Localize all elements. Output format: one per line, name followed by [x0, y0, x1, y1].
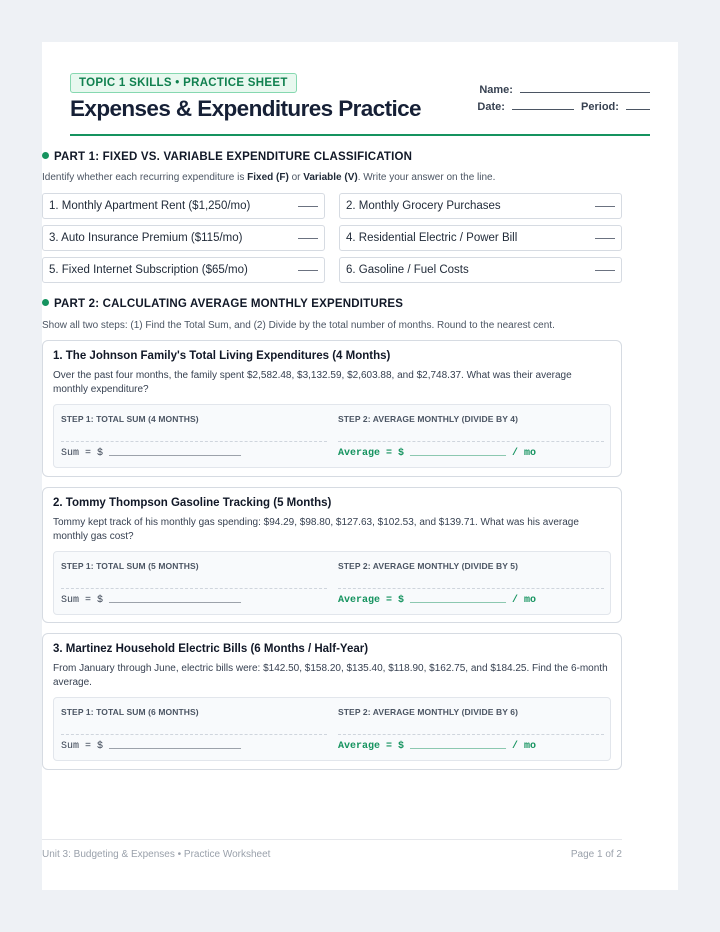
bullet-dot-icon: [42, 152, 49, 159]
footer-unit-label: Unit 3: Budgeting & Expenses • Practice Worksheet: [42, 849, 271, 860]
answer-line[interactable]: [595, 206, 615, 207]
part1-instr-or: or: [288, 172, 304, 183]
work-line[interactable]: [338, 734, 604, 735]
problem-card-1: [42, 340, 622, 477]
date-period-row: [477, 99, 650, 116]
item-label: 3. Auto Insurance Premium ($115/mo): [49, 232, 243, 244]
average-answer-field[interactable]: Average = $ ________________ / mo: [338, 448, 537, 459]
problem-card-2: [42, 487, 622, 623]
step2-label: STEP 2: AVERAGE MONTHLY (DIVIDE BY 4): [338, 414, 519, 424]
average-answer-field[interactable]: Average = $ ________________ / mo: [338, 741, 537, 752]
classification-item: [42, 257, 325, 283]
period-label: Period:: [581, 101, 619, 113]
work-line[interactable]: [338, 588, 604, 589]
date-line[interactable]: [512, 99, 574, 110]
bullet-dot-icon: [42, 299, 49, 306]
work-line[interactable]: [61, 734, 327, 735]
answer-line[interactable]: [595, 238, 615, 239]
name-row: [477, 82, 650, 99]
step2-label: STEP 2: AVERAGE MONTHLY (DIVIDE BY 5): [338, 561, 519, 571]
part2-heading: [42, 298, 403, 310]
answer-line[interactable]: [595, 270, 615, 271]
variable-term: Variable (V): [303, 172, 358, 183]
part2-title: PART 2: CALCULATING AVERAGE MONTHLY EXPENDITURES: [54, 298, 404, 310]
classification-item: [42, 225, 325, 251]
problem-title: 3. Martinez Household Electric Bills (6 Months / Half-Year): [53, 643, 369, 655]
item-label: 1. Monthly Apartment Rent ($1,250/mo): [49, 200, 251, 212]
date-label: Date:: [477, 101, 505, 113]
answer-line[interactable]: [298, 238, 318, 239]
worksheet-page: [42, 42, 678, 890]
topic-badge: TOPIC 1 SKILLS • PRACTICE SHEET: [70, 73, 297, 93]
problem-text: From January through June, electric bills were: $142.50, $158.20, $135.40, $118.90, $162.75, and $184.25. Find the 6-month average.: [53, 663, 608, 688]
answer-line[interactable]: [298, 206, 318, 207]
problem-card-3: [42, 633, 622, 770]
answer-line[interactable]: [298, 270, 318, 271]
sum-answer-field[interactable]: Sum = $ ______________________: [61, 595, 242, 606]
classification-item: [339, 257, 622, 283]
worksheet-header: [70, 42, 650, 136]
item-label: 5. Fixed Internet Subscription ($65/mo): [49, 264, 248, 276]
step1-label: STEP 1: TOTAL SUM (6 MONTHS): [61, 707, 199, 717]
problem-text: Over the past four months, the family spent $2,582.48, $3,132.59, $2,603.88, and $2,748.37. What was their average monthly expenditure?: [53, 370, 572, 395]
average-answer-field[interactable]: Average = $ ________________ / mo: [338, 595, 537, 606]
part1-heading: [42, 151, 412, 163]
item-label: 2. Monthly Grocery Purchases: [346, 200, 501, 212]
step1-label: STEP 1: TOTAL SUM (4 MONTHS): [61, 414, 199, 424]
fixed-term: Fixed (F): [247, 172, 289, 183]
sum-answer-field[interactable]: Sum = $ ______________________: [61, 741, 242, 752]
page-title: Expenses & Expenditures Practice: [70, 96, 421, 121]
sum-answer-field[interactable]: Sum = $ ______________________: [61, 448, 242, 459]
part1-title: PART 1: FIXED VS. VARIABLE EXPENDITURE CLASSIFICATION: [54, 151, 413, 163]
classification-item: [339, 193, 622, 219]
problem-title: 2. Tommy Thompson Gasoline Tracking (5 Months): [53, 497, 332, 509]
part1-instr-pre: Identify whether each recurring expenditure is: [42, 172, 248, 183]
work-area: [53, 697, 611, 761]
item-label: 4. Residential Electric / Power Bill: [346, 232, 518, 244]
work-line[interactable]: [61, 441, 327, 442]
problem-title: 1. The Johnson Family's Total Living Expenditures (4 Months): [53, 350, 391, 362]
page-footer: [42, 839, 622, 860]
work-line[interactable]: [338, 441, 604, 442]
name-label: Name:: [479, 84, 513, 96]
classification-item: [339, 225, 622, 251]
name-line[interactable]: [520, 82, 650, 93]
student-info: [477, 82, 650, 116]
part1-instructions: [42, 172, 495, 183]
work-area: [53, 404, 611, 468]
step2-label: STEP 2: AVERAGE MONTHLY (DIVIDE BY 6): [338, 707, 519, 717]
item-label: 6. Gasoline / Fuel Costs: [346, 264, 469, 276]
page-number: Page 1 of 2: [570, 849, 622, 860]
step1-label: STEP 1: TOTAL SUM (5 MONTHS): [61, 561, 199, 571]
work-area: [53, 551, 611, 615]
part2-instructions: Show all two steps: (1) Find the Total Sum, and (2) Divide by the total number of months. Round to the nearest cent.: [42, 320, 555, 331]
period-line[interactable]: [626, 99, 650, 110]
problem-text: Tommy kept track of his monthly gas spending: $94.29, $98.80, $127.63, $102.53, and $139.71. What was his average monthly gas cost?: [53, 517, 579, 542]
part1-instr-post: . Write your answer on the line.: [357, 172, 496, 183]
classification-item: [42, 193, 325, 219]
work-line[interactable]: [61, 588, 327, 589]
